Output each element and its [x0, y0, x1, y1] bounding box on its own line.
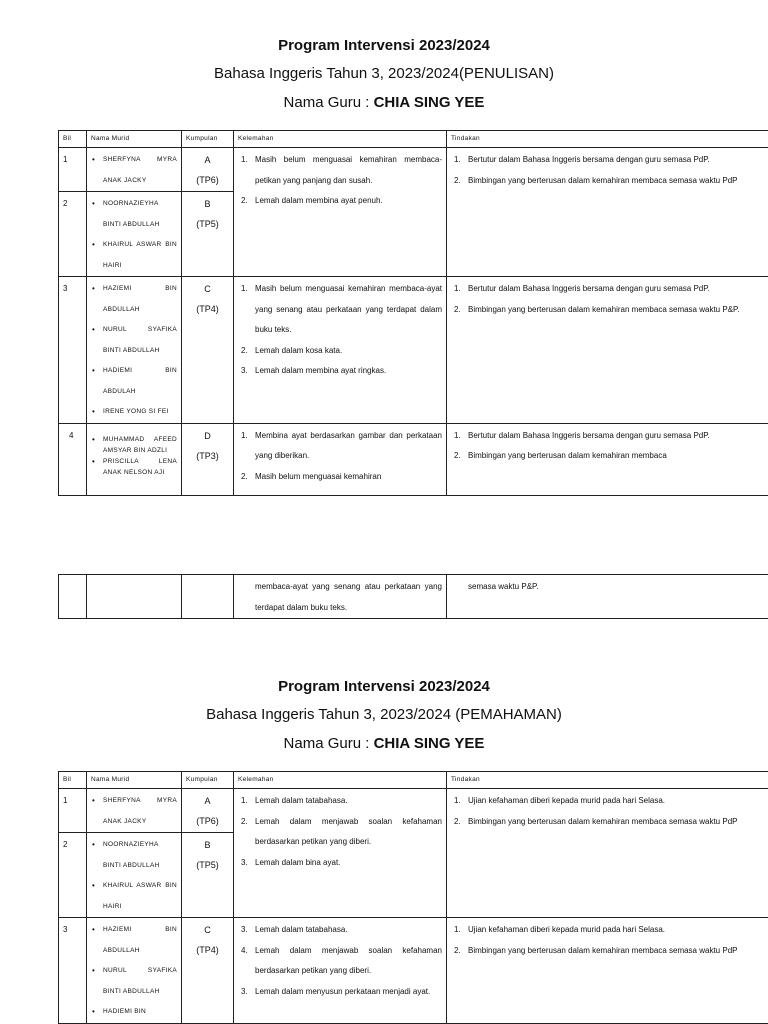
student-names	[87, 789, 182, 833]
tindakan-item: 1. Ujian kefahaman diberi kepada murid pada hari Selasa.	[454, 796, 666, 805]
tindakan-item: 2. Bimbingan yang berterusan dalam kemahiran membaca semasa waktu PdP	[454, 816, 738, 826]
kelemahan-item: 1. Masih belum menguasai kemahiran membaca- petikan yang panjang dan susah.	[241, 155, 442, 185]
student-names	[87, 575, 182, 619]
kelemahan-item: 1. Lemah dalam tatabahasa.	[241, 796, 348, 805]
student-name: • NURUL SYAFIKA BINTI ABDULLAH	[103, 961, 177, 1002]
header-nama-murid: Nama Murid	[87, 131, 182, 148]
student-names	[87, 423, 182, 495]
group-cell: A (TP6)	[182, 148, 234, 192]
student-names	[87, 833, 182, 918]
kelemahan-item: 3. Lemah dalam menyusun perkataan menjadi ayat.	[241, 986, 431, 996]
student-name: • NOORNAZIEYHA BINTI ABDULLAH	[103, 835, 177, 876]
group-cell: B (TP5)	[182, 833, 234, 918]
tindakan-cell	[447, 918, 768, 1024]
tindakan-item: semasa waktu P&P.	[468, 582, 539, 591]
page-title-2: Program Intervensi 2023/2024	[278, 678, 490, 695]
kelemahan-item: 1. Masih belum menguasai kemahiran membaca-ayat yang senang atau perkataan yang terdapat dalam buku teks.	[241, 284, 442, 334]
kelemahan-item: 1. Membina ayat berdasarkan gambar dan perkataan yang diberikan.	[241, 430, 442, 460]
tindakan-item: 1. Bertutur dalam Bahasa Inggeris bersama dengan guru semasa PdP.	[454, 155, 710, 164]
student-name: • HADIEMI BIN	[103, 1002, 177, 1023]
student-name: • SHERFYNA MYRA ANAK JACKY	[103, 150, 177, 191]
tindakan-item: 2. Bimbingan yang berterusan dalam kemahiran membaca semasa waktu PdP	[454, 175, 738, 185]
tindakan-cell	[447, 423, 768, 495]
kelemahan-item: 2. Lemah dalam membina ayat penuh.	[241, 196, 383, 205]
kelemahan-cell	[234, 575, 447, 619]
tindakan-item: 1. Bertutur dalam Bahasa Inggeris bersama dengan guru semasa PdP.	[454, 284, 710, 293]
intervention-table-continuation	[58, 574, 768, 619]
header-tindakan: Tindakan	[447, 131, 768, 148]
teacher-name-2: Nama Guru : CHIA SING YEE	[283, 735, 485, 752]
header-kumpulan: Kumpulan	[182, 131, 234, 148]
tindakan-item: 2. Bimbingan yang berterusan dalam kemahiran membaca semasa waktu PdP	[454, 945, 738, 955]
group-cell: C (TP4)	[182, 918, 234, 1024]
student-name: • KHAIRUL ASWAR BIN HAIRI	[103, 876, 177, 917]
kelemahan-item: 3. Lemah dalam bina ayat.	[241, 857, 341, 867]
student-name: • SHERFYNA MYRA ANAK JACKY	[103, 791, 177, 832]
intervention-table-penulisan	[58, 130, 768, 496]
group-cell: D (TP3)	[182, 423, 234, 495]
student-name: • NURUL SYAFIKA BINTI ABDULLAH	[103, 320, 177, 361]
row-bil: 4	[59, 423, 87, 495]
tindakan-item: 2. Bimbingan yang berterusan dalam kemahiran membaca	[454, 451, 667, 460]
row-bil: 1	[59, 148, 87, 192]
row-bil: 3	[59, 277, 87, 424]
student-name: • HAZIEMI BIN ABDULLAH	[103, 920, 177, 961]
tindakan-item: 1. Bertutur dalam Bahasa Inggeris bersama dengan guru semasa PdP.	[454, 430, 710, 440]
student-names	[87, 192, 182, 277]
student-name: • NOORNAZIEYHA BINTI ABDULLAH	[103, 194, 177, 235]
header-nama-murid: Nama Murid	[87, 772, 182, 789]
tindakan-cell	[447, 277, 768, 424]
group-cell: B (TP5)	[182, 192, 234, 277]
student-name: • HAZIEMI BIN ABDULLAH	[103, 279, 177, 320]
header-tindakan: Tindakan	[447, 772, 768, 789]
header-kelemahan: Kelemahan	[234, 131, 447, 148]
kelemahan-item: 2. Lemah dalam kosa kata.	[241, 345, 343, 355]
teacher-name: Nama Guru : CHIA SING YEE	[283, 94, 485, 111]
tindakan-cell	[447, 789, 768, 918]
student-name: • KHAIRUL ASWAR BIN HAIRI	[103, 235, 177, 276]
kelemahan-item: 4. Lemah dalam menjawab soalan kefahaman berdasarkan petikan yang diberi.	[241, 945, 442, 975]
intervention-table-pemahaman	[58, 771, 768, 1024]
student-name: • PRISCILLA LENA ANAK NELSON AJI	[103, 456, 177, 478]
kelemahan-cell	[234, 789, 447, 918]
student-names	[87, 277, 182, 424]
student-names	[87, 148, 182, 192]
student-name: • HADIEMI BIN ABDULAH	[103, 361, 177, 402]
row-bil: 2	[59, 192, 87, 277]
kelemahan-cell	[234, 423, 447, 495]
header-bil: Bil	[59, 131, 87, 148]
kelemahan-item: 2. Lemah dalam menjawab soalan kefahaman berdasarkan petikan yang diberi.	[241, 816, 442, 846]
row-bil	[59, 575, 87, 619]
kelemahan-cell	[234, 277, 447, 424]
student-name: • IRENE YONG SI FEI	[103, 402, 177, 423]
tindakan-item: 2. Bimbingan yang berterusan dalam kemahiran membaca semasa waktu P&P.	[454, 304, 740, 314]
kelemahan-cell	[234, 918, 447, 1024]
kelemahan-cell	[234, 148, 447, 277]
group-cell: A (TP6)	[182, 789, 234, 833]
header-bil: Bil	[59, 772, 87, 789]
page-subtitle-2: Bahasa Inggeris Tahun 3, 2023/2024 (PEMAHAMAN)	[206, 706, 562, 723]
student-name: • MUHAMMAD AFEED AMSYAR BIN ADZLI	[103, 434, 177, 456]
header-kelemahan: Kelemahan	[234, 772, 447, 789]
row-bil: 1	[59, 789, 87, 833]
page-title: Program Intervensi 2023/2024	[278, 37, 490, 54]
group-cell: C (TP4)	[182, 277, 234, 424]
kelemahan-item: 2. Masih belum menguasai kemahiran	[241, 471, 382, 481]
kelemahan-item: membaca-ayat yang senang atau perkataan yang terdapat dalam buku teks.	[255, 582, 442, 612]
tindakan-cell	[447, 575, 768, 619]
page-subtitle: Bahasa Inggeris Tahun 3, 2023/2024(PENULISAN)	[214, 65, 554, 82]
kelemahan-item: 3. Lemah dalam tatabahasa.	[241, 925, 348, 934]
tindakan-cell	[447, 148, 768, 277]
student-names	[87, 918, 182, 1024]
group-cell	[182, 575, 234, 619]
row-bil: 3	[59, 918, 87, 1024]
header-kumpulan: Kumpulan	[182, 772, 234, 789]
tindakan-item: 1. Ujian kefahaman diberi kepada murid pada hari Selasa.	[454, 925, 666, 934]
kelemahan-item: 3. Lemah dalam membina ayat ringkas.	[241, 366, 387, 375]
row-bil: 2	[59, 833, 87, 918]
